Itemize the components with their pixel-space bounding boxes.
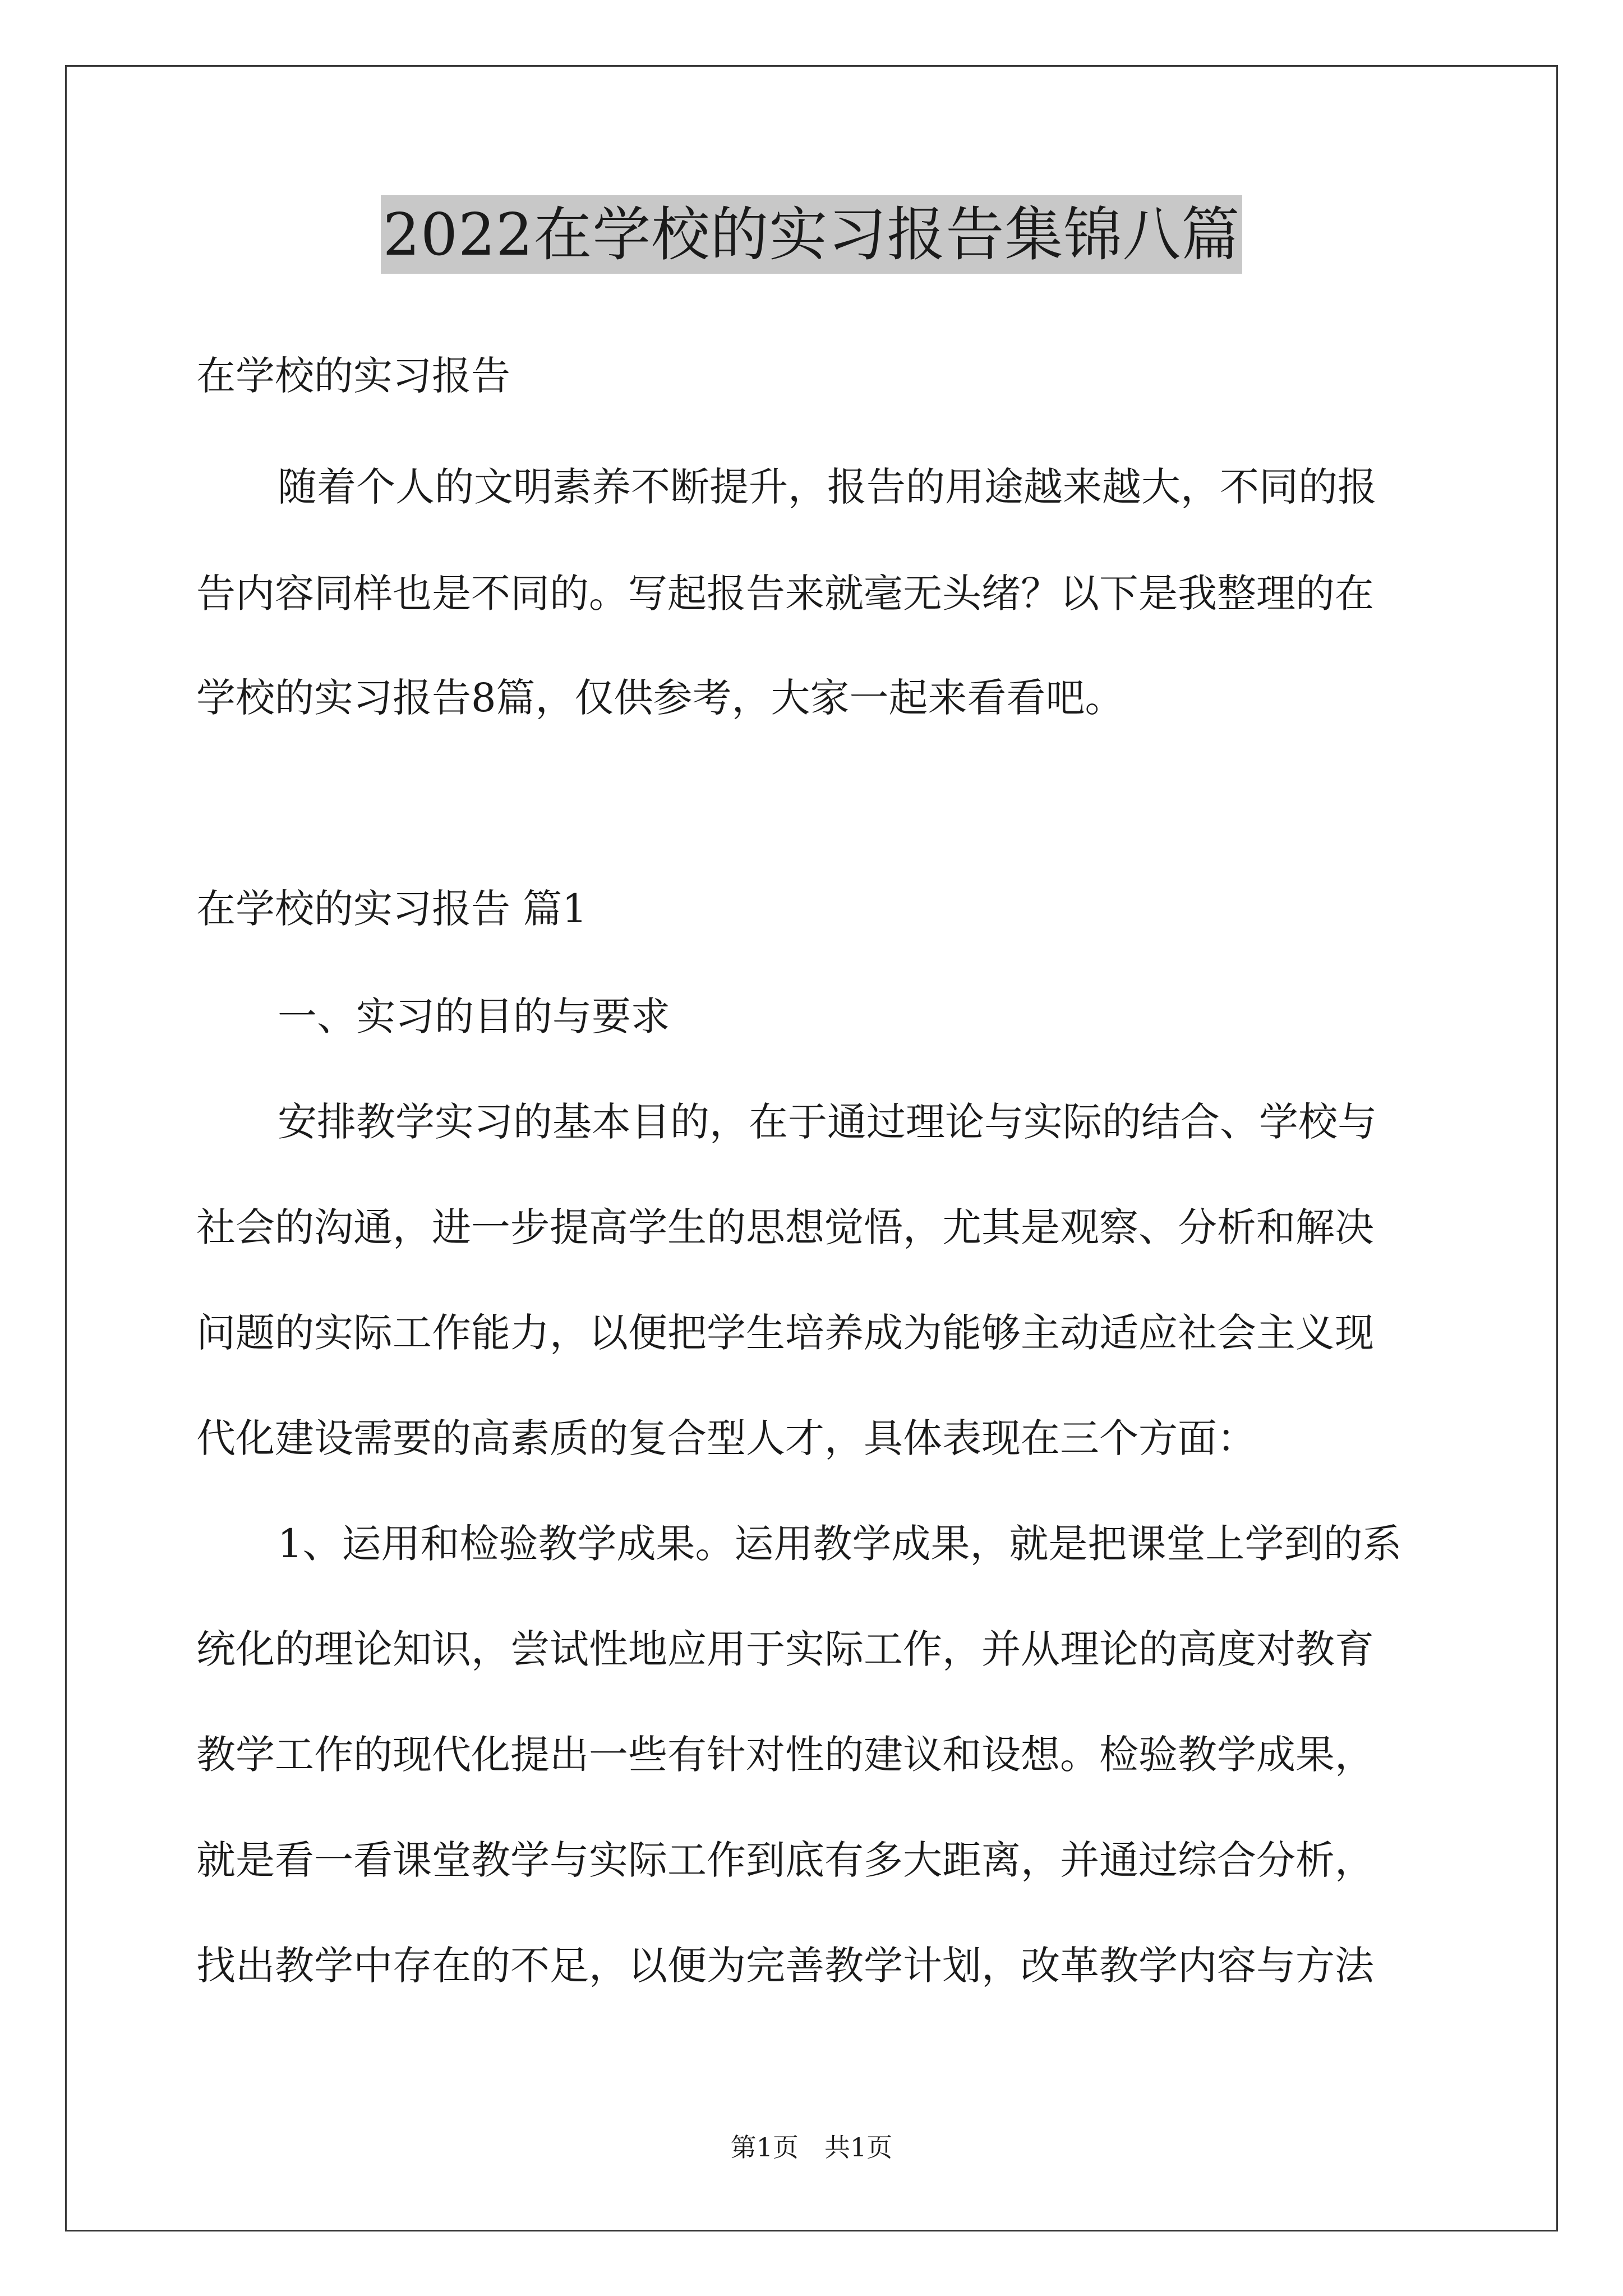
paragraph-line: 1、运用和检验教学成果。运用教学成果，就是把课堂上学到的系 [278, 1521, 1402, 1567]
intro-line: 告内容同样也是不同的。写起报告来就毫无头绪？以下是我整理的在 [196, 570, 1374, 616]
paragraph-line: 安排教学实习的基本目的，在于通过理论与实际的结合、学校与 [278, 1099, 1377, 1145]
paragraph-line: 找出教学中存在的不足，以便为完善教学计划，改革教学内容与方法 [196, 1943, 1374, 1989]
title-container [0, 195, 1623, 274]
intro-heading: 在学校的实习报告 [196, 353, 510, 399]
subheading: 一、实习的目的与要求 [278, 993, 670, 1039]
intro-line: 随着个人的文明素养不断提升，报告的用途越来越大，不同的报 [278, 464, 1377, 510]
paragraph-line: 就是看一看课堂教学与实际工作到底有多大距离，并通过综合分析， [196, 1837, 1374, 1883]
paragraph-line: 社会的沟通，进一步提高学生的思想觉悟，尤其是观察、分析和解决 [196, 1204, 1374, 1250]
paragraph-line: 统化的理论知识，尝试性地应用于实际工作，并从理论的高度对教育 [196, 1626, 1374, 1672]
document-title: 2022在学校的实习报告集锦八篇 [381, 195, 1243, 274]
paragraph-line: 问题的实际工作能力，以便把学生培养成为能够主动适应社会主义现 [196, 1310, 1374, 1356]
section-heading: 在学校的实习报告 篇1 [196, 886, 587, 932]
page-number-footer: 第1页 共1页 [730, 2132, 893, 2162]
paragraph-line: 教学工作的现代化提出一些有针对性的建议和设想。检验教学成果， [196, 1732, 1374, 1778]
intro-line: 学校的实习报告8篇，仅供参考，大家一起来看看吧。 [196, 675, 1124, 721]
paragraph-line: 代化建设需要的高素质的复合型人才，具体表现在三个方面： [196, 1415, 1256, 1461]
